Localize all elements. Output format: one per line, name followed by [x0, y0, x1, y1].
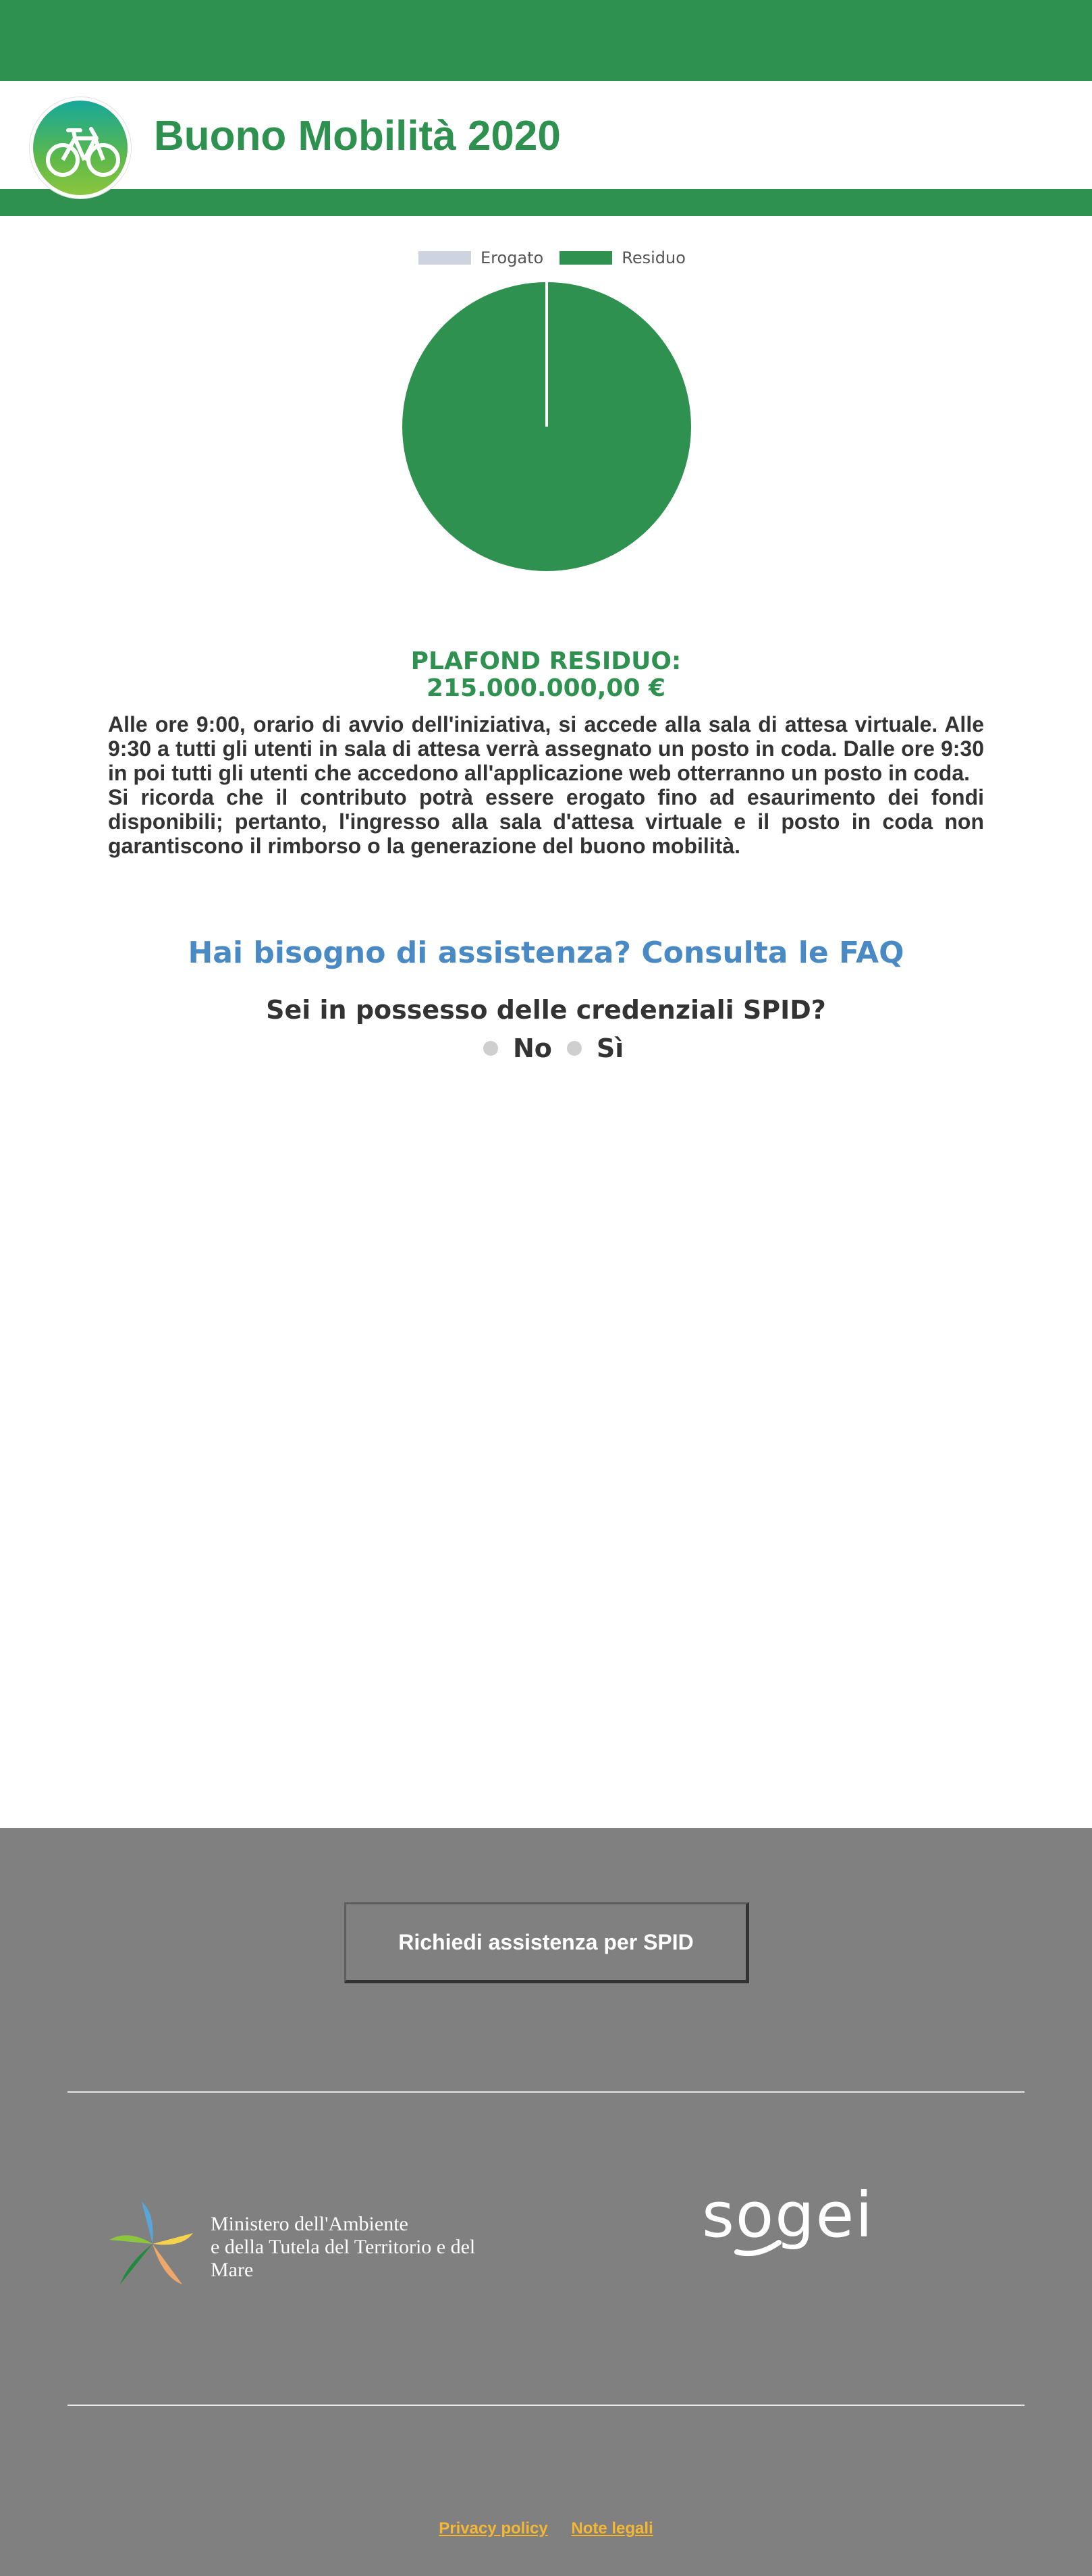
note-legali-link[interactable]: Note legali [571, 2519, 653, 2538]
pie-chart [400, 279, 694, 574]
spid-radio-si[interactable] [567, 1034, 624, 1063]
plafond-value: 215.000.000,00 € [426, 674, 666, 702]
spid-question: Sei in possesso delle credenziali SPID? [266, 995, 826, 1025]
legend-swatch-erogato [418, 251, 471, 265]
top-bar [0, 0, 1092, 81]
ministry-logo-icon [108, 2199, 197, 2288]
app-logo [30, 97, 131, 198]
page-title: Buono Mobilità 2020 [154, 113, 561, 159]
spid-radio-group [483, 1033, 638, 1064]
plafond-label: PLAFOND RESIDUO: [410, 647, 682, 675]
chart-legend [418, 248, 702, 267]
ministry-name [211, 2213, 494, 2282]
ministry-line-2: e della Tutela del Territorio e del [211, 2236, 476, 2258]
spid-radio-no[interactable] [483, 1034, 552, 1063]
radio-dot-si[interactable] [567, 1041, 582, 1056]
footer-links [0, 2519, 1092, 2538]
faq-link[interactable]: Hai bisogno di assistenza? Consulta le FAQ [188, 936, 904, 970]
notice-paragraph-1: Alle ore 9:00, orario di avvio dell'iniziativa, si accede alla sala di attesa virtuale. Alle 9:30 a tutti gli utenti in sala di attesa verrà assegnato un posto in coda. Dalle ore 9:30 in poi tutti gli utenti che accedono all'applicazione web otterranno un posto in coda. [108, 712, 984, 785]
bicycle-icon [43, 121, 124, 182]
radio-dot-no[interactable] [483, 1041, 498, 1056]
plafond-residuo [0, 648, 1092, 702]
sogei-logo: sogei [702, 2179, 874, 2251]
legend-item-residuo[interactable] [559, 248, 686, 267]
footer-divider-top [67, 2091, 1025, 2093]
ministry-line-1: Ministero dell'Ambiente [211, 2213, 408, 2235]
legend-item-erogato[interactable] [418, 248, 543, 267]
notice-text [108, 712, 984, 858]
sogei-swoosh-icon [734, 2240, 782, 2257]
legend-swatch-residuo [559, 251, 612, 265]
footer-divider-bottom [67, 2405, 1025, 2406]
privacy-policy-link[interactable]: Privacy policy [439, 2519, 548, 2538]
legend-label-residuo: Residuo [622, 248, 686, 267]
header-strip [0, 189, 1092, 216]
ministry-line-3: Mare [211, 2259, 254, 2281]
legend-label-erogato: Erogato [481, 248, 544, 267]
radio-label-si: Sì [596, 1034, 624, 1063]
radio-label-no: No [513, 1034, 552, 1063]
notice-paragraph-2: Si ricorda che il contributo potrà essere erogato fino ad esaurimento dei fondi disponibili; pertanto, l'ingresso alla sala d'attesa virtuale e il posto in coda non garantiscono il rimborso o la generazione del buono mobilità. [108, 785, 984, 858]
spid-assistance-button[interactable]: Richiedi assistenza per SPID [344, 1902, 749, 1983]
